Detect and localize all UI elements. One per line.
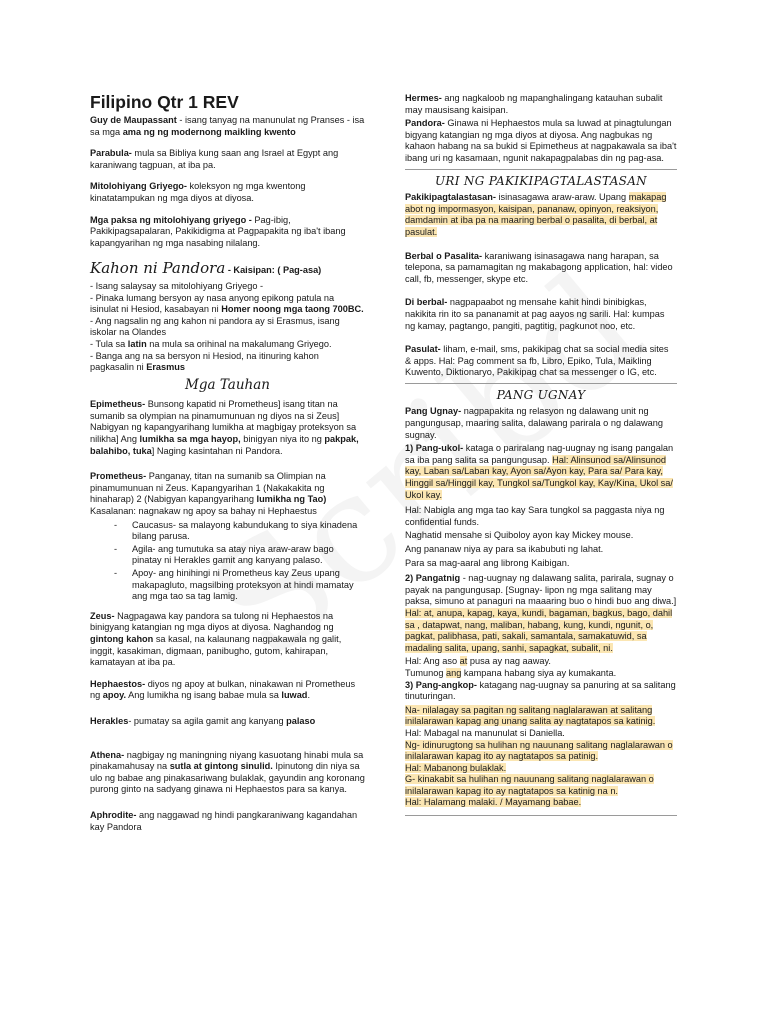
pasulat-paragraph: Pasulat- liham, e-mail, sms, pakikipag chat sa social media sites & apps. Hal: Pag comment sa fb, Libro, Epiko, Tula, Maikling Kuwento, Diktionaryo, Pakikipag chat sa messenger o IG, etc. (405, 344, 669, 378)
epimetheus-paragraph: Epimetheus- Bunsong kapatid ni Prometheus] isang titan na sumanib sa olympian na pinamumunuan ng diyos na si Zeus] Nabigyan ng kapangyarihang lumikha at magbigay proteksyon sa nilikha] Ang lumikha sa mga hayop, binigyan niya ito ng pakpak, balahibo, tuka] Naging kasintahan ni Pandora. (90, 399, 359, 456)
pang-angkop-paragraph: 3) Pang-angkop- katagang nag-uugnay sa panuring at sa salitang tinuturingan. (405, 679, 676, 702)
guy-term: Guy de Maupassant (90, 115, 177, 125)
example-line: Ang pananaw niya ay para sa ikabubuti ng lahat. (405, 544, 604, 554)
hermes-paragraph: Hermes- ang nagkaloob ng mapanghalingang katauhan subalit may mausisang kaisipan. (405, 93, 663, 115)
paksa-paragraph: Mga paksa ng mitolohiyang griyego - Pag-ibig, Pakikipagsapalaran, Pakikidigma at Pagpapakita ng iba't ibang kapangyarihan ng mga nasabing nilalang. (90, 214, 346, 248)
prometheus-paragraph: Prometheus- Panganay, titan na sumanib sa Olimpian na pinamumunuan ni Zeus. Kapangyarihan 1 (Nakakakita ng hinaharap) 2 (Nabigyan kapangyarihang lumikha ng Tao) Kasalanan: nagnakaw ng apoy sa bahay ni Hephaestus (90, 471, 327, 517)
example-line: Hal: Ang aso at pusa ay nag aaway. (405, 656, 551, 667)
g-rule: G- kinakabit sa hulihan ng nauunang salitang naglalarawan o inilalarawan kapag ito ay nagtatapos sa katinig na n. (405, 774, 654, 796)
pangatnig-paragraph: 2) Pangatnig - nag-uugnay ng dalawang salita, parirala, sugnay o payak na pangungusap. [Sugnay- lipon ng mga salitang may paksa, simuno at panaguri na maaaring buo o hindi buo ang diwa.] Hal: at, anupa, kapag, kaya, kundi, bagaman, bagkus, bago, dahil sa , datapwat, nang, maliban, habang, kung, kundi, ngunit, o, pagkat, palibhasa, pati, sakali, samantala, samakatuwid, sa madaling salita, upang, sanhi, sapagkat, subalit, ni. (405, 573, 677, 653)
zeus-paragraph: Zeus- Nagpagawa kay pandora sa tulong ni Hephaestos na binigyang katangian ng mga diyos at diyosa. Naghandog ng gintong kahon sa kasal, na kalaunang nagpakawala ng galit, inggit, kasakiman, digmaan, panibugho, gutom, kahirapan, kamatayan at iba pa. (90, 610, 342, 668)
example-line: Naghatid mensahe si Quiboloy ayon kay Mickey mouse. (405, 530, 634, 541)
left-column (90, 92, 365, 843)
tauhan-heading: Mga Tauhan (185, 376, 270, 393)
ng-rule: Ng- idinurugtong sa hulihan ng nauunang salitang naglalarawan o inilalarawan kapag ito ay nagtatapos sa patinig. (405, 739, 673, 762)
divider (405, 169, 677, 170)
example-line: Hal: Halamang malaki. / Mayamang babae. (405, 797, 582, 808)
divider (405, 383, 677, 384)
pandora-paragraph: Pandora- Ginawa ni Hephaestos mula sa luwad at pinagtulungan bigyang katangian ng mga diyos at diyosa. Ang nagbukas ng kahaon habang na sa bukid si Epimetheus at nagpakawala sa iba't ibang uri ng kasamaan, ngunit nakapagpalabas din ng pag-asa. (405, 118, 677, 163)
example-line: Hal: Nabigla ang mga tao kay Sara tungkol sa paggasta niya ng confidential funds. (405, 505, 665, 527)
list-item: - Agila- ang tumutuka sa atay niya araw-araw bago pinatay ni Herakles gamit ang kanyang palaso. (114, 543, 334, 566)
na-rule: Na- nilalagay sa pagitan ng salitang naglalarawan at salitang inilalarawan kapag ang unang salita ay nagtatapos sa katinig. (405, 704, 656, 727)
divider (405, 815, 677, 816)
herakles-paragraph: Herakles- pumatay sa agila gamit ang kanyang palaso (90, 715, 316, 726)
example-line: Hal: Mabanong bulaklak. (405, 762, 507, 773)
pang-ugnay-paragraph: Pang Ugnay- nagpapakita ng relasyon ng dalawang unit ng pangungusap, maaring salita, dalawang parirala o ng dalawang sugnay. (405, 406, 663, 440)
aphrodite-paragraph: Aphrodite- ang naggawad ng hindi pangkaraniwang kagandahan kay Pandora (90, 809, 358, 832)
pakikipagtalastasan-paragraph: Pakikipagtalastasan- isinasagawa araw-araw. Upang makapag abot ng impormasyon, kaisipan, pananaw, opinyon, reaksiyon, damdamin at iba pa na maaring berbal o pasalita, di berbal, at pasulat. (405, 192, 667, 237)
diberbal-paragraph: Di berbal- nagpapaabot ng mensahe kahit hindi binibigkas, nakikita rin ito sa pananamit at pag aayos ng sarili. Hal: kumpas ng kamay, pagtango, pangiti, pagtitig, pagkunot noo, etc. (405, 297, 665, 331)
page-title: Filipino Qtr 1 REV (90, 92, 239, 112)
right-column (405, 93, 677, 818)
guy-paragraph: Guy de Maupassant - isang tanyag na manunulat ng Pranses - isa sa mga ama ng ng modernong maikling kwento (90, 115, 365, 137)
ugnay-heading: PANG UGNAY (496, 387, 586, 402)
kahon-list: - Isang salaysay sa mitolohiyang Griyego - - Pinaka lumang bersyon ay nasa anyong epikong patula na isinulat ni Hesiod, kasabayan ni Homer noong mga taong 700BC. - Ang nagsalin ng ang kahon ni pandora ay si Erasmus, isang iskolar na Olandes - Tula sa latin na mula sa orihinal na makalumang Griyego. - Banga ang na sa bersyon ni Hesiod, na itinuring kahon pagkasalin ni Erasmus (90, 280, 364, 373)
parabula-paragraph: Parabula- mula sa Bibliya kung saan ang Israel at Egypt ang karaniwang tagpuan, at iba pa. (90, 148, 339, 170)
list-item: - Caucasus- sa malayong kabundukang to siya kinadena bilang parusa. (114, 519, 358, 542)
uri-heading: URI NG PAKIKIPAGTALASTASAN (435, 173, 647, 188)
pang-ukol-paragraph: 1) Pang-ukol- kataga o pariralang nag-uugnay ng isang pangalan sa iba pang salita sa pangungusap. Hal: Alinsunod sa/Alinsunod kay, Laban sa/Laban kay, Ayon sa/Ayon kay, Para sa/ Para kay, Hinggil sa/Hinggil kay, Tungkol sa/Tungkol kay, Kay/Kina, Ukol sa/ Ukol kay. (405, 443, 674, 500)
hephaestos-paragraph: Hephaestos- diyos ng apoy at bulkan, ninakawan ni Prometheus ng apoy. Ang lumikha ng isang babae mula sa luwad. (90, 678, 356, 701)
athena-paragraph: Athena- nagbigay ng maningning niyang kasuotang hinabi mula sa pinakamahusay na sutla at gintong sinulid. Ipinutong din niya sa ulo ng babae ang pinakasariwang bulaklak, gayundin ang koronang purong ginto na sadyang ginawa ni Hephaestos para sa kanya. (90, 749, 365, 795)
berbal-paragraph: Berbal o Pasalita- karaniwang isinasagawa nang harapan, sa telepona, sa pamamagitan ng makabagong application, hal: video call, fb, messenger, skype etc. (405, 250, 673, 284)
mitolohiya-paragraph: Mitolohiyang Griyego- koleksyon ng mga kwentong kinatatampukan ng mga diyos at diyosa. (90, 181, 306, 203)
kahon-heading: Kahon ni Pandora - Kaisipan: ( Pag-asa) (90, 259, 322, 278)
list-item: - Apoy- ang hinihingi ni Prometheus kay Zeus upang makapagluto, magsilbing proteksyon at hindi mamatay ang mga tao sa tag lamig. (114, 568, 354, 602)
example-line: Tumunog ang kampana habang siya ay kumakanta. (405, 667, 617, 678)
example-line: Para sa mag-aaral ang librong Kaibigan. (405, 557, 570, 568)
example-line: Hal: Mabagal na manunulat si Daniella. (405, 727, 565, 738)
prometheus-list (90, 520, 365, 603)
